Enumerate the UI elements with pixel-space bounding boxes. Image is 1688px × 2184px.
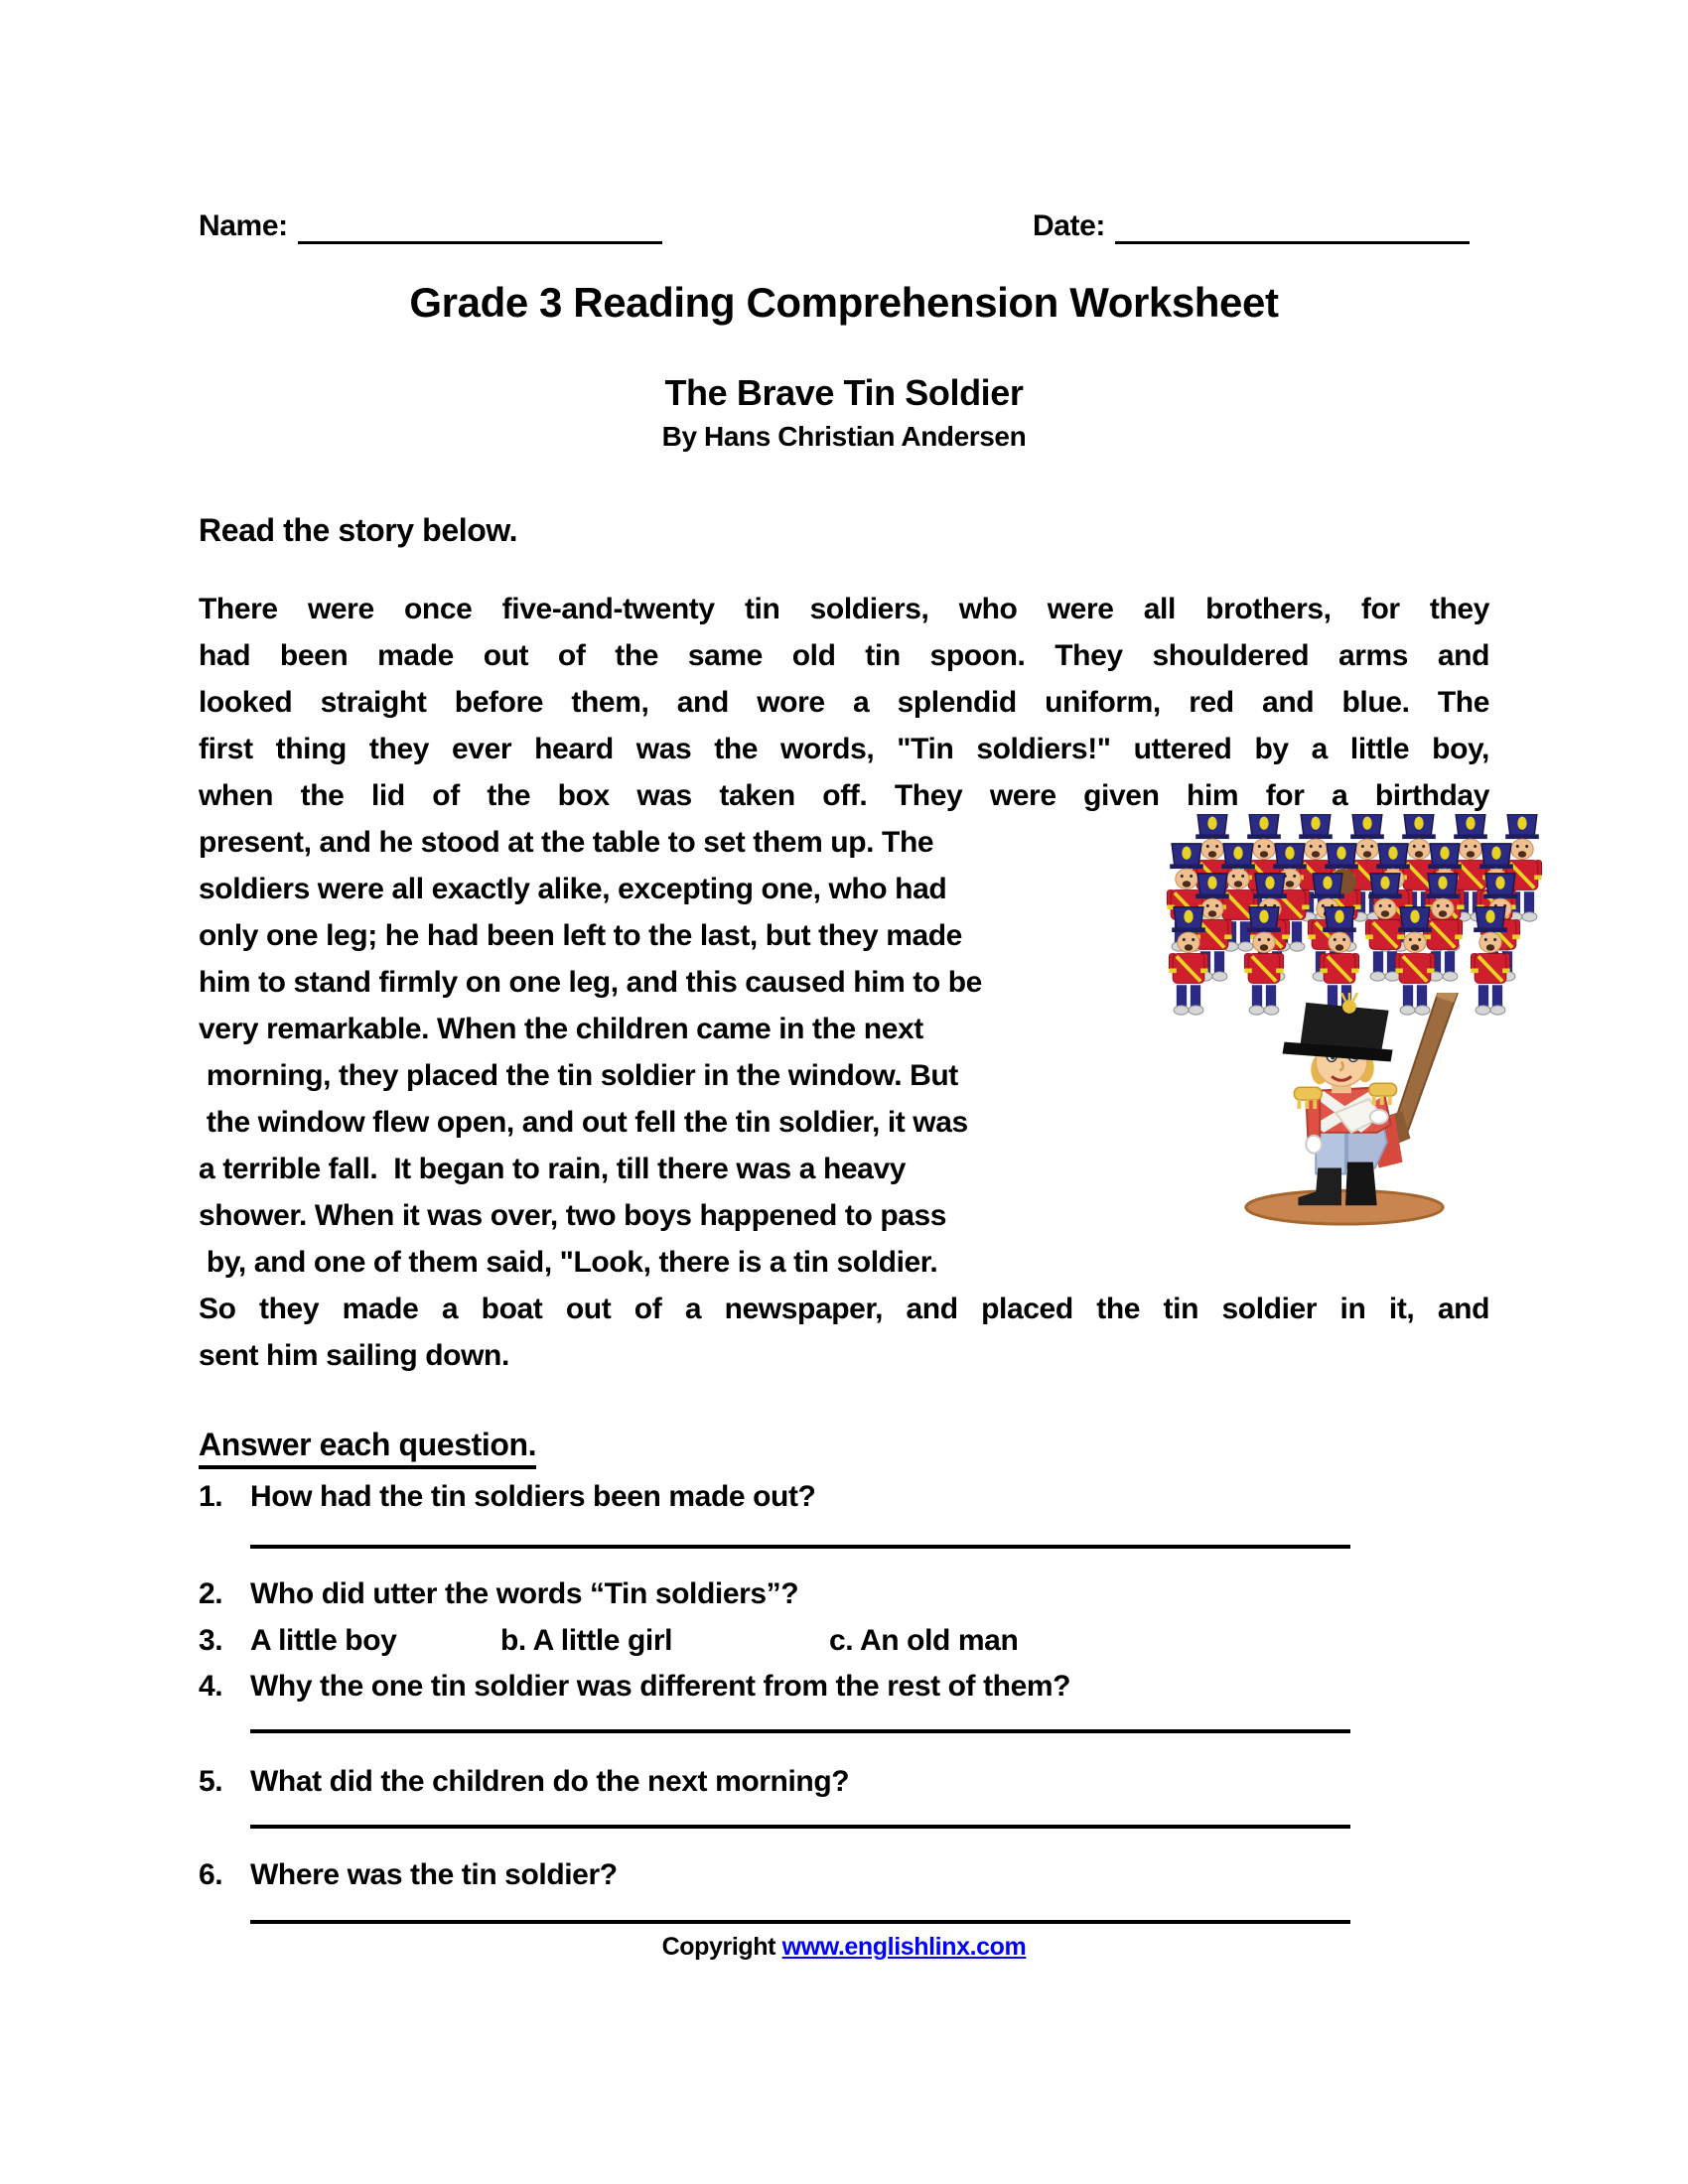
story-line: a terrible fall. It began to rain, till there was a heavy	[199, 1153, 907, 1185]
question-1	[199, 1476, 1489, 1518]
story-line: sent him sailing down.	[199, 1339, 509, 1372]
question-number: 1.	[199, 1480, 223, 1513]
question-2	[199, 1573, 1489, 1615]
question-number: 3.	[199, 1624, 223, 1657]
story-line: morning, they placed the tin soldier in the window. But	[199, 1059, 958, 1092]
question-text: Why the one tin soldier was different from the rest of them?	[250, 1670, 1071, 1703]
question-3	[199, 1620, 1489, 1662]
englishlinx-link[interactable]: www.englishlinx.com	[781, 1933, 1027, 1961]
question-3-option-a[interactable]: A little boy	[250, 1624, 397, 1657]
question-number: 4.	[199, 1670, 223, 1703]
question-text: How had the tin soldiers been made out?	[250, 1480, 816, 1513]
story-line: So they made a boat out of a newspaper, and placed the tin soldier in it, and	[199, 1293, 1489, 1325]
name-blank-line[interactable]	[298, 207, 662, 244]
date-field-group	[1033, 205, 1470, 244]
question-number: 2.	[199, 1577, 223, 1610]
story-line: by, and one of them said, "Look, there is a tin soldier.	[199, 1246, 938, 1279]
page-title: Grade 3 Reading Comprehension Worksheet	[409, 279, 1279, 326]
question-text: What did the children do the next morning?	[250, 1765, 850, 1798]
story-byline: By Hans Christian Andersen	[661, 421, 1027, 452]
story-line: had been made out of the same old tin spoon. They shouldered arms and	[199, 639, 1489, 672]
story-line: him to stand firmly on one leg, and this caused him to be	[199, 966, 982, 999]
story-line: first thing they ever heard was the words, "Tin soldiers!" uttered by a little boy,	[199, 733, 1489, 765]
story-line: very remarkable. When the children came in the next	[199, 1013, 923, 1045]
story-line: when the lid of the box was taken off. They were given him for a birthday	[199, 779, 1489, 812]
question-text: Who did utter the words “Tin soldiers”?	[250, 1577, 799, 1610]
read-instruction: Read the story below.	[199, 512, 518, 548]
questions-heading: Answer each question.	[199, 1427, 536, 1462]
date-label: Date:	[1033, 209, 1106, 242]
question-6	[199, 1854, 1489, 1896]
story-line: only one leg; he had been left to the last, but they made	[199, 919, 962, 952]
story-line: looked straight before them, and wore a splendid uniform, red and blue. The	[199, 686, 1489, 719]
question-number: 6.	[199, 1858, 223, 1891]
copyright-label: Copyright	[661, 1933, 782, 1961]
footer-copyright	[199, 1932, 1489, 1962]
answer-line-6[interactable]	[250, 1920, 1350, 1924]
story-line: the window flew open, and out fell the tin soldier, it was	[199, 1106, 968, 1139]
question-text: Where was the tin soldier?	[250, 1858, 618, 1891]
name-field-group	[199, 205, 662, 244]
story-title: The Brave Tin Soldier	[664, 372, 1024, 413]
tin-soldier-image	[1219, 993, 1470, 1229]
answer-line-1[interactable]	[250, 1545, 1350, 1549]
story-line: soldiers were all exactly alike, excepting one, who had	[199, 873, 947, 905]
date-blank-line[interactable]	[1115, 207, 1470, 244]
answer-line-4[interactable]	[250, 1729, 1350, 1733]
question-4	[199, 1666, 1489, 1707]
question-number: 5.	[199, 1765, 223, 1798]
question-5	[199, 1761, 1489, 1803]
tin-soldier-icon	[1219, 993, 1470, 1229]
story-line: present, and he stood at the table to set them up. The	[199, 826, 934, 859]
question-3-option-b[interactable]: b. A little girl	[500, 1624, 673, 1657]
answer-line-5[interactable]	[250, 1825, 1350, 1829]
question-3-option-c[interactable]: c. An old man	[829, 1624, 1019, 1657]
story-line: shower. When it was over, two boys happened to pass	[199, 1199, 947, 1232]
name-label: Name:	[199, 209, 288, 242]
story-line: There were once five-and-twenty tin soldiers, who were all brothers, for they	[199, 593, 1489, 625]
